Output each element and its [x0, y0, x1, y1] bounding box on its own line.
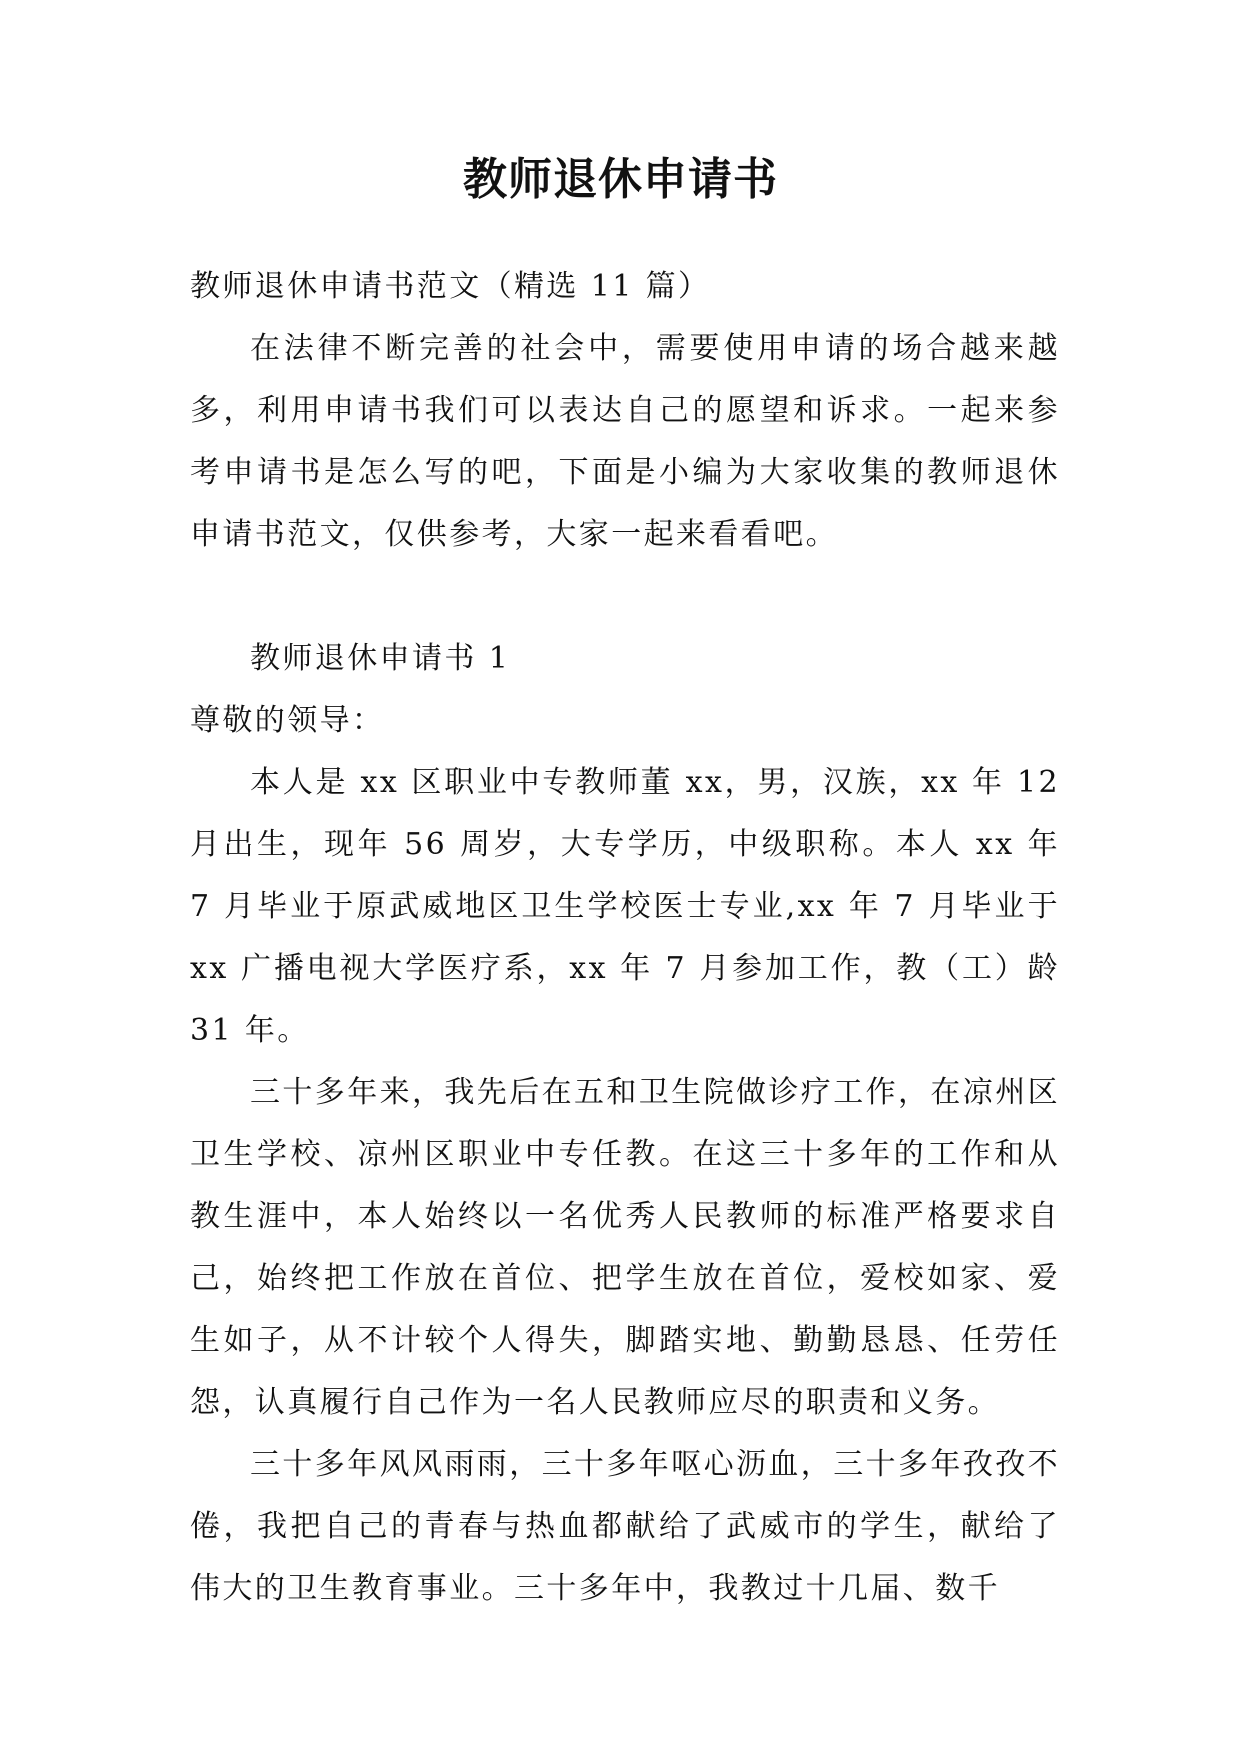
body-paragraph-2: 三十多年来，我先后在五和卫生院做诊疗工作，在凉州区卫生学校、凉州区职业中专任教。在这三十多年的工作和从教生涯中，本人始终以一名优秀人民教师的标准严格要求自己，始终把工作放在首位、把学生放在首位，爱校如家、爱生如子，从不计较个人得失，脚踏实地、勤勤恳恳、任劳任怨，认真履行自己作为一名人民教师应尽的职责和义务。	[190, 1075, 1060, 1420]
document-title: 教师退休申请书	[463, 154, 778, 205]
section-spacer	[190, 566, 1060, 628]
document-subtitle: 教师退休申请书范文（精选 11 篇）	[190, 269, 711, 304]
salutation: 尊敬的领导：	[190, 703, 385, 738]
intro-paragraph: 在法律不断完善的社会中，需要使用申请的场合越来越多，利用申请书我们可以表达自己的愿望和诉求。一起来参考申请书是怎么写的吧，下面是小编为大家收集的教师退休申请书范文，仅供参考，大家一起来看看吧。	[190, 331, 1060, 552]
body-paragraph-3: 三十多年风风雨雨，三十多年呕心沥血，三十多年孜孜不倦，我把自己的青春与热血都献给了武威市的学生，献给了伟大的卫生教育事业。三十多年中，我教过十几届、数千	[190, 1447, 1060, 1606]
document-body	[190, 256, 1060, 1620]
body-paragraph-1: 本人是 xx 区职业中专教师董 xx，男，汉族，xx 年 12 月出生，现年 56 周岁，大专学历，中级职称。本人 xx 年 7 月毕业于原武威地区卫生学校医士专业,xx 年 7 月毕业于 xx 广播电视大学医疗系，xx 年 7 月参加工作，教（工）龄 31 年。	[190, 765, 1060, 1048]
section-heading: 教师退休申请书 1	[250, 641, 511, 676]
